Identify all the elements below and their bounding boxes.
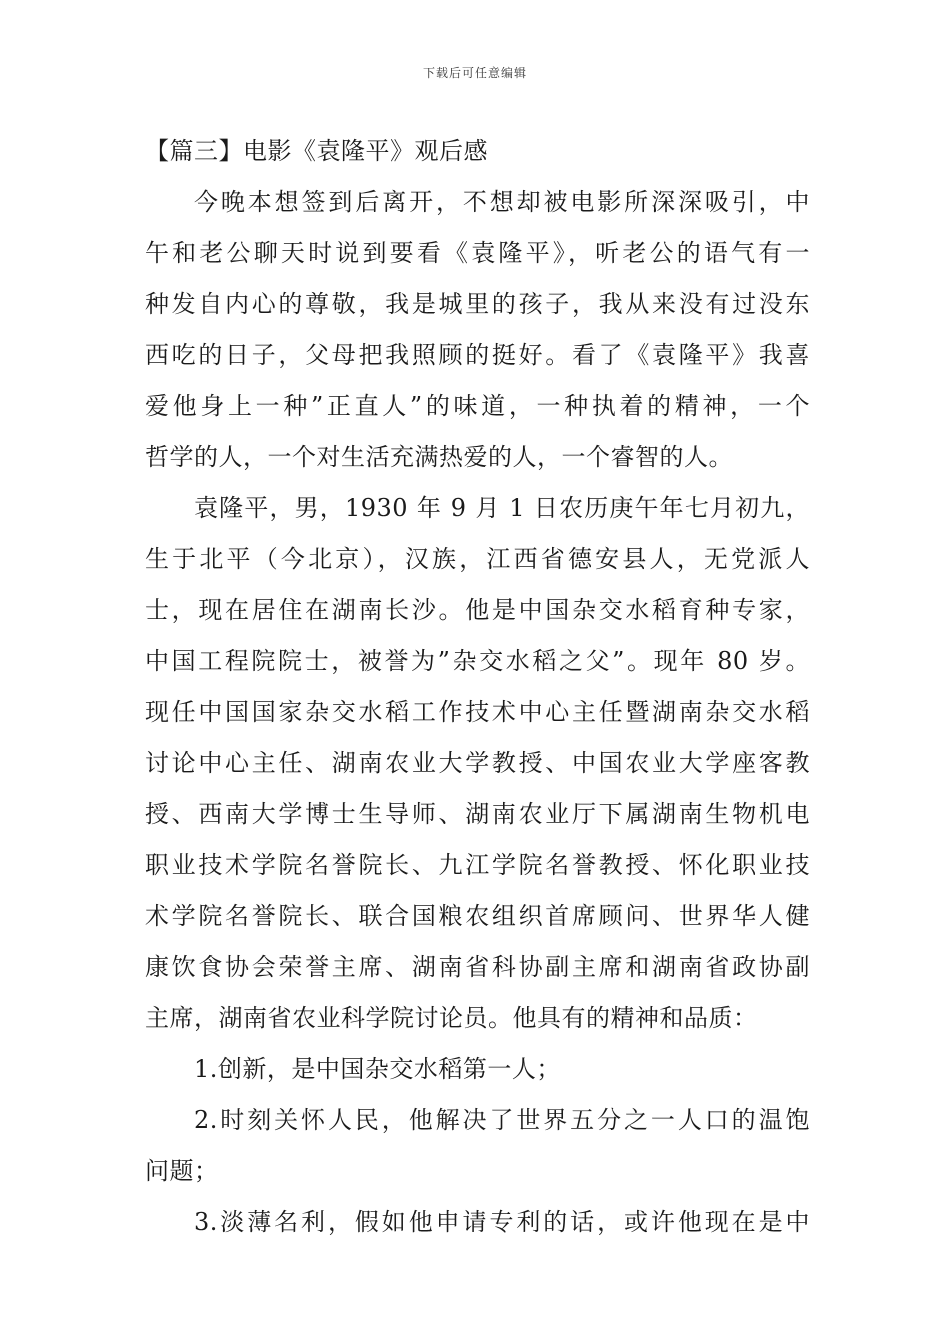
paragraph-line: 爱他身上一种”正直人”的味道，一种执着的精神，一个 — [145, 392, 810, 420]
list-item-3 — [145, 1197, 810, 1248]
paragraph-line: 1.创新，是中国杂交水稻第一人； — [194, 1055, 561, 1083]
document-body — [145, 126, 810, 1248]
document-title: 【篇三】电影《袁隆平》观后感 — [145, 137, 488, 165]
list-item-2 — [145, 1095, 810, 1197]
paragraph-line: 今晚本想签到后离开，不想却被电影所深深吸引，中 — [194, 188, 810, 216]
paragraph-line: 3.淡薄名利，假如他申请专利的话，或许他现在是中 — [194, 1208, 810, 1236]
paragraph-line: 士，现在居住在湖南长沙。他是中国杂交水稻育种专家， — [145, 596, 810, 624]
paragraph-2 — [145, 483, 810, 1044]
paragraph-line: 生于北平（今北京），汉族，江西省德安县人，无党派人 — [145, 545, 810, 573]
paragraph-line: 授、西南大学博士生导师、湖南农业厅下属湖南生物机电 — [145, 800, 810, 828]
paragraph-line: 康饮食协会荣誉主席、湖南省科协副主席和湖南省政协副 — [145, 953, 810, 981]
paragraph-line: 袁隆平，男，1930 年 9 月 1 日农历庚午年七月初九， — [194, 494, 810, 522]
paragraph-line: 2.时刻关怀人民，他解决了世界五分之一人口的温饱 — [194, 1106, 810, 1134]
paragraph-line: 种发自内心的尊敬，我是城里的孩子，我从来没有过没东 — [145, 290, 810, 318]
paragraph-line: 主席，湖南省农业科学院讨论员。他具有的精神和品质： — [145, 1004, 758, 1032]
paragraph-1 — [145, 177, 810, 483]
paragraph-line: 午和老公聊天时说到要看《袁隆平》，听老公的语气有一 — [145, 239, 810, 267]
paragraph-line: 职业技术学院名誉院长、九江学院名誉教授、怀化职业技 — [145, 851, 810, 879]
paragraph-line: 西吃的日子，父母把我照顾的挺好。看了《袁隆平》我喜 — [145, 341, 810, 369]
list-item-1 — [145, 1044, 810, 1095]
paragraph-line: 现任中国国家杂交水稻工作技术中心主任暨湖南杂交水稻 — [145, 698, 810, 726]
paragraph-line: 术学院名誉院长、联合国粮农组织首席顾问、世界华人健 — [145, 902, 810, 930]
paragraph-line: 讨论中心主任、湖南农业大学教授、中国农业大学座客教 — [145, 749, 810, 777]
paragraph-line: 哲学的人，一个对生活充满热爱的人，一个睿智的人。 — [145, 443, 733, 471]
paragraph-line: 问题； — [145, 1157, 219, 1185]
header-note: 下载后可任意编辑 — [422, 66, 527, 80]
paragraph-line: 中国工程院院士，被誉为”杂交水稻之父”。现年 80 岁。 — [145, 647, 810, 675]
